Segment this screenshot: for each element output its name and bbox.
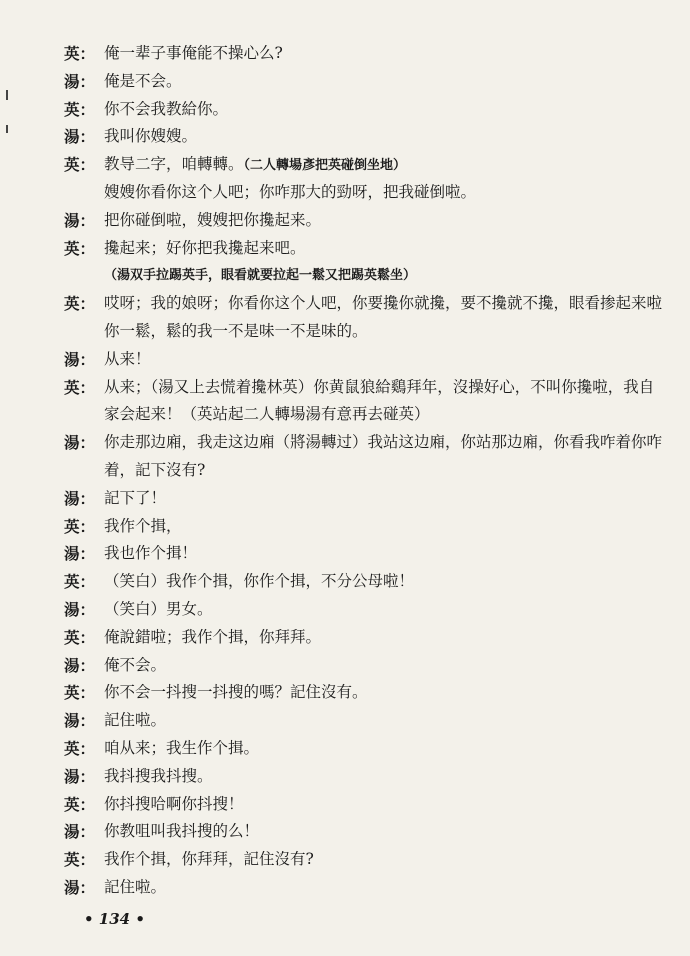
dialogue-text: 記住啦。	[104, 877, 167, 896]
dialogue-text: 俺是不会。	[104, 71, 182, 90]
dialogue-line	[64, 735, 664, 763]
dialogue-line	[64, 818, 664, 846]
dialogue-line	[64, 513, 664, 541]
stage-direction: （二人轉場彥把英碰倒坐地）	[243, 158, 407, 174]
margin-mark	[6, 90, 8, 100]
speaker-label: 英：	[64, 572, 96, 592]
dialogue-line	[64, 707, 664, 735]
speaker-label: 英：	[64, 627, 96, 647]
dialogue-line	[64, 207, 664, 235]
dialogue-line	[64, 846, 664, 874]
dialogue-lines	[64, 40, 664, 902]
dialogue-line	[64, 68, 664, 96]
dialogue-text: 俺說錯啦；我作个揖，你拜拜。	[104, 627, 322, 646]
dialogue-text: 我叫你嫂嫂。	[104, 127, 198, 146]
speaker-label: 英：	[64, 683, 96, 703]
dialogue-line	[64, 374, 664, 430]
dialogue-line	[64, 485, 664, 513]
speaker-label: 英：	[64, 794, 96, 814]
margin-mark	[6, 125, 8, 133]
dialogue-text: 我抖搜我抖搜。	[104, 766, 213, 785]
speaker-label: 英：	[64, 155, 96, 175]
speaker-label: 英：	[64, 99, 96, 119]
speaker-label: 英：	[64, 516, 96, 536]
speaker-label: 湯：	[64, 711, 96, 731]
dialogue-text: 哎呀；我的娘呀；你看你这个人吧，你要攙你就攙，要不攙就不攙，眼看掺起来啦你一鬆，鬆的我一不是味一不是味的。	[104, 294, 663, 340]
dialogue-text: 从来；（湯又上去慌着攙林英）你黄鼠狼給鷄拜年，沒操好心，不叫你攙啦，我自家会起来！（英站起二人轉場湯有意再去碰英）	[104, 377, 655, 424]
dialogue-text-part: 教导二字，咱轉轉。	[104, 155, 244, 174]
dialogue-text: 記下了！	[104, 488, 167, 507]
dialogue-text: 俺不会。	[104, 655, 167, 674]
speaker-label: 英：	[64, 738, 96, 758]
dialogue-text: 我作个揖，你拜拜，記住沒有?	[104, 850, 314, 869]
stage-line	[64, 262, 664, 290]
speaker-label: 湯：	[64, 655, 96, 675]
speaker-label: 湯：	[64, 599, 96, 619]
speaker-label: 湯：	[64, 544, 96, 564]
dialogue-text	[104, 151, 664, 180]
dialogue-text: 从来！	[104, 349, 151, 368]
dialogue-text: （笑白）我作个揖，你作个揖，不分公母啦！	[104, 572, 415, 591]
speaker-label: 湯：	[64, 349, 96, 369]
speaker-label: 英：	[64, 850, 96, 870]
dialogue-line	[64, 179, 664, 207]
dialogue-line	[64, 791, 664, 819]
speaker-label: 湯：	[64, 877, 96, 897]
dialogue-line	[64, 624, 664, 652]
dialogue-text: 嫂嫂你看你这个人吧；你咋那大的勁呀，把我碰倒啦。	[104, 182, 477, 201]
dialogue-line	[64, 290, 664, 346]
speaker-label: 湯：	[64, 488, 96, 508]
dialogue-text: （笑白）男女。	[104, 599, 213, 618]
dialogue-text: 我也作个揖！	[104, 544, 198, 563]
dialogue-text: 你走那边廂，我走这边廂（將湯轉过）我站这边廂，你站那边廂，你看我咋着你咋着，記下沒有?	[104, 433, 663, 479]
speaker-label: 英：	[64, 294, 96, 314]
dialogue-text: 你教咀叫我抖搜的么！	[104, 822, 260, 841]
dialogue-line	[64, 235, 664, 263]
dialogue-line	[64, 346, 664, 374]
dialogue-text: 你抖搜哈啊你抖搜！	[104, 794, 244, 813]
dialogue-line	[64, 151, 664, 179]
dialogue-line	[64, 540, 664, 568]
dialogue-line	[64, 763, 664, 791]
stage-direction: （湯双手拉踢英手，眼看就要拉起一鬆又把踢英鬆坐）	[104, 268, 417, 284]
dialogue-line	[64, 40, 664, 68]
dialogue-text: 記住啦。	[104, 711, 167, 730]
speaker-label: 英：	[64, 44, 96, 63]
dialogue-text: 你不会我教給你。	[104, 99, 229, 118]
dialogue-text: 攙起来；好你把我攙起来吧。	[104, 238, 306, 257]
speaker-label: 湯：	[64, 822, 96, 842]
dialogue-line	[64, 596, 664, 624]
dialogue-line	[64, 874, 664, 902]
page-number: • 134 •	[84, 910, 145, 928]
speaker-label: 湯：	[64, 433, 96, 453]
dialogue-line	[64, 123, 664, 151]
speaker-label: 湯：	[64, 766, 96, 786]
dialogue-line	[64, 429, 664, 485]
dialogue-text: 俺一辈子事俺能不操心么?	[104, 44, 283, 62]
speaker-label: 英：	[64, 238, 96, 258]
speaker-label: 英：	[64, 377, 96, 397]
dialogue-text: 咱从来；我生作个揖。	[104, 738, 260, 757]
dialogue-line	[64, 652, 664, 680]
dialogue-text: 你不会一抖搜一抖搜的嗎？記住沒有。	[104, 683, 368, 702]
dialogue-line	[64, 96, 664, 124]
speaker-label: 湯：	[64, 127, 96, 147]
dialogue-line	[64, 568, 664, 596]
dialogue-text: 把你碰倒啦，嫂嫂把你攙起来。	[104, 210, 322, 229]
speaker-label: 湯：	[64, 210, 96, 230]
dialogue-text: 我作个揖，	[104, 516, 182, 535]
dialogue-line	[64, 679, 664, 707]
speaker-label: 湯：	[64, 71, 96, 91]
